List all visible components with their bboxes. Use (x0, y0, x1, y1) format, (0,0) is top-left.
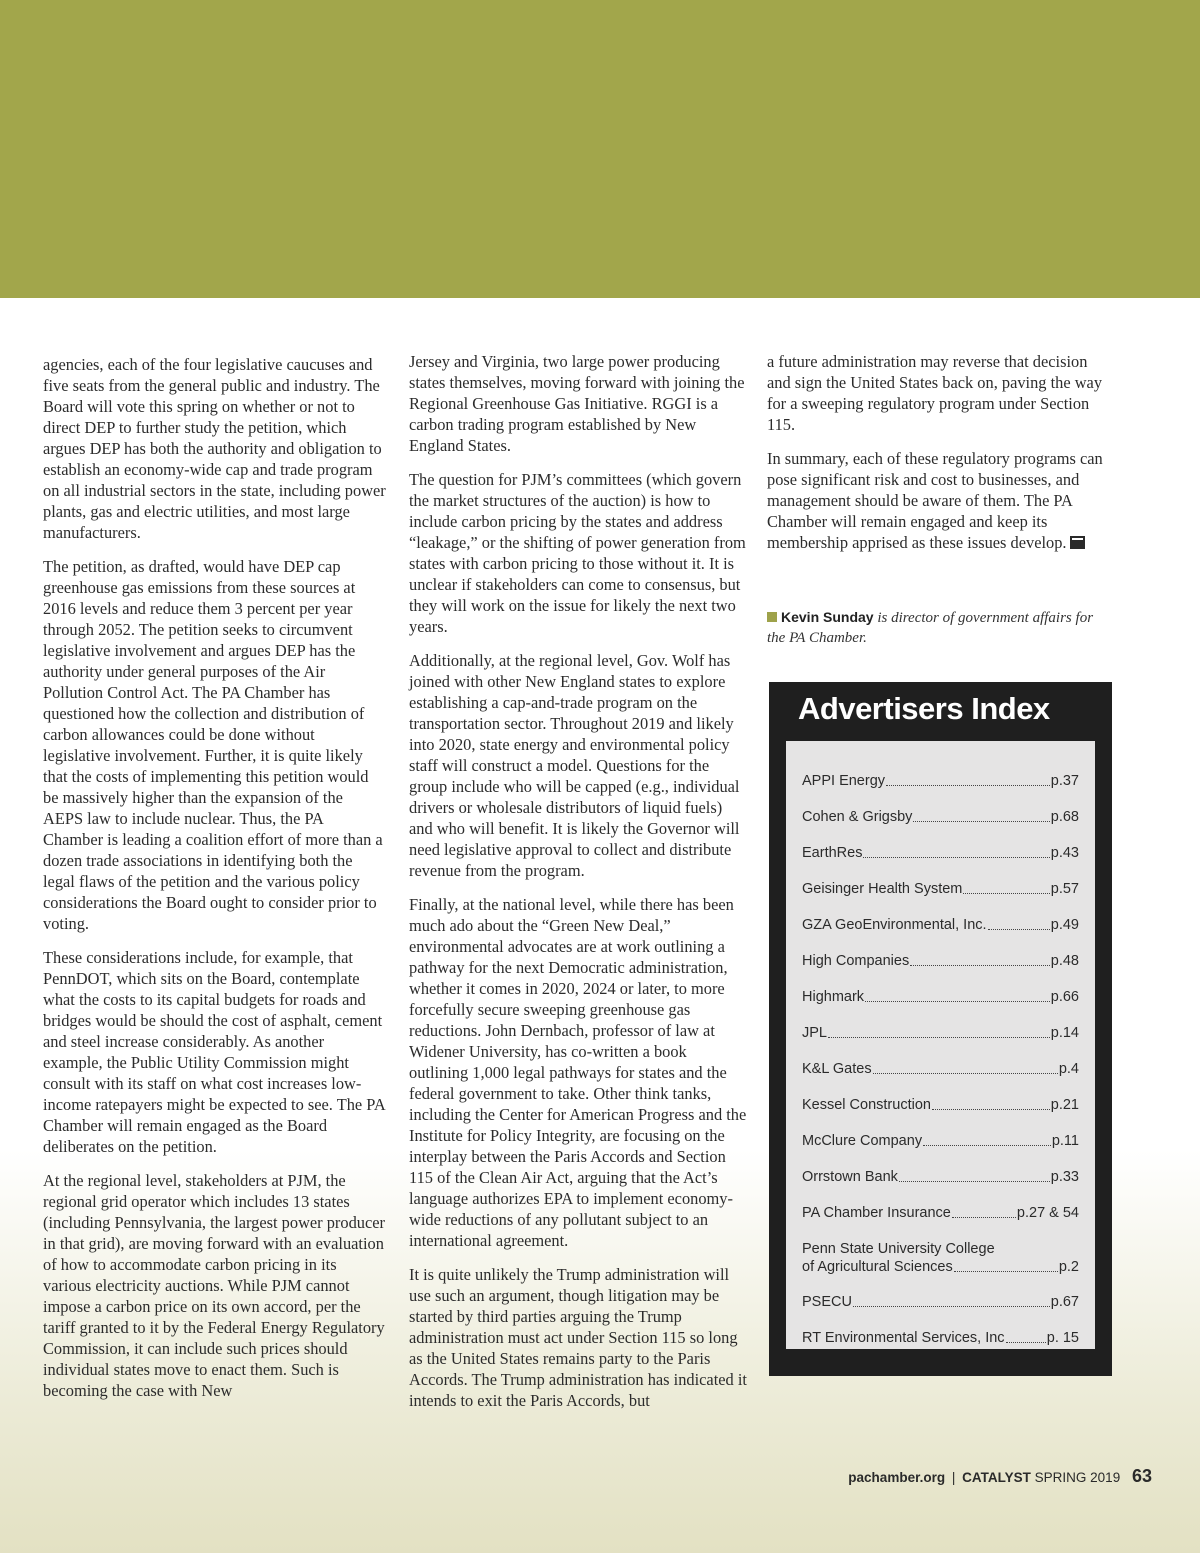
advertiser-page: p.14 (1050, 1025, 1079, 1041)
article-column-3 (767, 351, 1112, 566)
paragraph: agencies, each of the four legislative caucuses and five seats from the general public and industry. The Board will vote this spring on whether or not to direct DEP to further study the petition, which argues DEP has both the authority and obligation to establish an economy-wide cap and trade program on all industrial sectors in the state, including power plants, gas and electric utilities, and most large manufacturers. (43, 355, 386, 542)
advertiser-entry (802, 1006, 1079, 1042)
advertiser-entry (802, 1042, 1079, 1078)
advertiser-name-line1: Penn State University College (802, 1241, 995, 1257)
leader-dots (952, 1217, 1016, 1218)
page-number: 63 (1131, 1466, 1152, 1486)
leader-dots (988, 929, 1050, 930)
advertiser-page: p.4 (1058, 1061, 1079, 1077)
advertiser-entry (802, 754, 1079, 790)
advertiser-page: p.37 (1050, 773, 1079, 789)
paragraph: At the regional level, stakeholders at PJM, the regional grid operator which includes 13 states (including Pennsylvania, the largest power producer in that grid), are moving forward with an evaluation of how to accommodate carbon pricing in its various electricity auctions. While PJM cannot impose a carbon price on its own accord, per the tariff granted to it by the Federal Energy Regulatory Commission, it can include such prices should individual states move to enact them. Such is becoming the case with New (43, 1171, 385, 1400)
advertiser-entry (802, 1311, 1079, 1347)
leader-dots (873, 1073, 1058, 1074)
leader-dots (899, 1181, 1050, 1182)
advertiser-page: p.11 (1051, 1133, 1079, 1149)
advertiser-name: PSECU (802, 1294, 852, 1310)
header-color-band (0, 0, 1200, 298)
advertiser-line2 (802, 1258, 1079, 1276)
paragraph: It is quite unlikely the Trump administration will use such an argument, though litigation may be started by third parties arguing the Trump administration must act under Section 115 so long as the United States remains party to the Paris Accords. The Trump administration has indicated it intends to exit the Paris Accords, but (409, 1265, 747, 1410)
advertiser-name-line2: of Agricultural Sciences (802, 1259, 953, 1275)
advertiser-name: RT Environmental Services, Inc (802, 1330, 1005, 1346)
advertiser-page: p.57 (1050, 881, 1079, 897)
advertiser-page: p.68 (1050, 809, 1079, 825)
leader-dots (932, 1109, 1050, 1110)
leader-dots (865, 1001, 1050, 1002)
paragraph: The petition, as drafted, would have DEP cap greenhouse gas emissions from these sources at 2016 levels and reduce them 3 percent per year through 2052. The petition seeks to circumvent legislative involvement and argues DEP has the authority under general purposes of the Air Pollution Control Act. The PA Chamber has questioned how the collection and distribution of carbon allowances could be done without legislative involvement. Further, it is quite likely that the costs of implementing this petition would be massively higher than the expansion of the AEPS law to include nuclear. Thus, the PA Chamber is leading a coalition effort of more than a dozen trade associations in identifying both the legal flaws of the petition and the various policy considerations the Board ought to consider prior to voting. (43, 557, 383, 933)
paragraph: Additionally, at the regional level, Gov. Wolf has joined with other New England states to explore establishing a cap-and-trade program on the transportation sector. Throughout 2019 and likely into 2020, state energy and environmental policy staff will construct a model. Questions for the group include who will be capped (e.g., individual drivers or wholesale distributors of liquid fuels) and who will benefit. It is likely the Governor will need legislative approval to collect and distribute revenue from the program. (409, 651, 740, 880)
advertiser-name: Geisinger Health System (802, 881, 963, 897)
footer-magazine: CATALYST (962, 1470, 1031, 1485)
paragraph: The question for PJM’s committees (which govern the market structures of the auction) is how to include carbon pricing by the states and address “leakage,” or the shifting of power generation from states with carbon pricing to those without it. It is unclear if stakeholders can come to consensus, but they will work on the issue for likely the next two years. (409, 470, 746, 636)
advertiser-entry (802, 790, 1079, 826)
advertiser-name: Orrstown Bank (802, 1169, 898, 1185)
advertiser-entry (802, 898, 1079, 934)
advertiser-entry (802, 1078, 1079, 1114)
advertiser-page: p.48 (1050, 953, 1079, 969)
paragraph-text: In summary, each of these regulatory programs can pose significant risk and cost to businesses, and management should be aware of them. The PA Chamber will remain engaged and keep its membership apprised as these issues develop. (767, 449, 1103, 552)
advertiser-entry (802, 1150, 1079, 1186)
advertiser-page: p.27 & 54 (1016, 1205, 1079, 1221)
leader-dots (853, 1306, 1050, 1307)
advertiser-entry (802, 934, 1079, 970)
advertiser-page: p.21 (1050, 1097, 1079, 1113)
square-bullet-icon (767, 612, 777, 622)
end-of-article-icon (1070, 536, 1085, 549)
paragraph: These considerations include, for example, that PennDOT, which sits on the Board, contemplate what the costs to its capital budgets for roads and bridges would be should the cost of asphalt, cement and steel increase considerably. As another example, the Public Utility Commission might consult with its staff on what cost increases low-income ratepayers might be expected to see. The PA Chamber will remain engaged as the Board deliberates on the petition. (43, 948, 385, 1156)
advertiser-name: McClure Company (802, 1133, 923, 1149)
leader-dots (913, 821, 1049, 822)
article-column-1 (43, 354, 386, 1414)
advertiser-page: p.66 (1050, 989, 1079, 1005)
page-footer (848, 1466, 1152, 1487)
paragraph: a future administration may reverse that decision and sign the United States back on, paving the way for a sweeping regulatory program under Section 115. (767, 352, 1103, 434)
advertiser-page: p. 15 (1046, 1330, 1079, 1346)
leader-dots (886, 785, 1050, 786)
advertiser-page: p.49 (1050, 917, 1079, 933)
paragraph: Jersey and Virginia, two large power producing states themselves, moving forward with joining the Regional Greenhouse Gas Initiative. RGGI is a carbon trading program established by New England States. (409, 352, 745, 455)
footer-site: pachamber.org (848, 1470, 946, 1485)
advertiser-entry (802, 1186, 1079, 1222)
paragraph: Finally, at the national level, while there has been much ado about the “Green New Deal,” environmental advocates are at work outlining a pathway for the next Democratic administration, whether it comes in 2020, 2024 or later, to more forcefully secure sweeping greenhouse gas reductions. John Dernbach, professor of law at Widener University, has co-written a book outlining 1,000 legal pathways for states and the federal government to take. Other think tanks, including the Center for American Progress and the Institute for Policy Integrity, are focusing on the interplay between the Paris Accords and Section 115 of the Clean Air Act, arguing that the Act’s language authorizes EPA to implement economy-wide reductions of any pollutant subject to an international agreement. (409, 895, 747, 1250)
leader-dots (963, 893, 1049, 894)
footer-issue: SPRING 2019 (1034, 1470, 1121, 1485)
advertiser-name: JPL (802, 1025, 827, 1041)
author-name: Kevin Sunday (781, 609, 874, 625)
advertisers-index-title: Advertisers Index (798, 691, 1050, 726)
advertisers-index-box (769, 682, 1112, 1376)
advertiser-entry (802, 1114, 1079, 1150)
advertiser-page: p.43 (1050, 845, 1079, 861)
advertiser-name: PA Chamber Insurance (802, 1205, 951, 1221)
advertiser-name: Cohen & Grigsby (802, 809, 913, 825)
advertiser-entry (802, 1275, 1079, 1311)
author-bio (767, 607, 1112, 648)
leader-dots (923, 1145, 1051, 1146)
advertiser-name: High Companies (802, 953, 910, 969)
advertiser-name: Highmark (802, 989, 865, 1005)
advertiser-name: APPI Energy (802, 773, 886, 789)
leader-dots (863, 857, 1049, 858)
advertiser-page: p.2 (1058, 1259, 1079, 1275)
advertiser-entry (802, 970, 1079, 1006)
advertiser-name: EarthRes (802, 845, 863, 861)
article-column-2 (409, 351, 749, 1424)
advertiser-entry (802, 862, 1079, 898)
advertiser-entry (802, 1222, 1079, 1275)
paragraph-final (767, 448, 1112, 553)
footer-separator: | (951, 1470, 956, 1485)
author-description: is director of government affairs for the PA Chamber. (767, 610, 1094, 646)
advertiser-page: p.67 (1050, 1294, 1079, 1310)
leader-dots (1006, 1342, 1046, 1343)
leader-dots (910, 965, 1050, 966)
advertiser-name: K&L Gates (802, 1061, 872, 1077)
advertiser-page: p.33 (1050, 1169, 1079, 1185)
advertiser-name: GZA GeoEnvironmental, Inc. (802, 917, 987, 933)
leader-dots (828, 1037, 1050, 1038)
advertisers-list (786, 741, 1095, 1349)
advertiser-name: Kessel Construction (802, 1097, 931, 1113)
advertiser-entry (802, 826, 1079, 862)
leader-dots (954, 1271, 1058, 1272)
